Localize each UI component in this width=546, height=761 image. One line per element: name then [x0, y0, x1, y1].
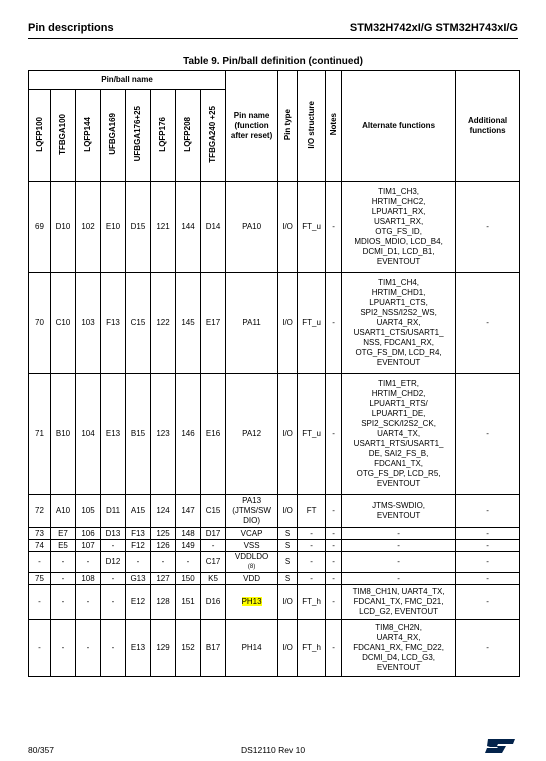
additional-functions-cell: -: [456, 573, 520, 585]
additional-functions-cell: -: [456, 528, 520, 540]
package-pin-cell: -: [101, 585, 126, 620]
additional-functions-cell: -: [456, 540, 520, 552]
package-pin-cell: D15: [126, 182, 151, 273]
table-row: [29, 552, 520, 573]
header-package: TFBGA240 +25: [201, 90, 226, 182]
header-package: LQFP144: [76, 90, 101, 182]
header-package: TFBGA100: [51, 90, 76, 182]
package-pin-cell: E7: [51, 528, 76, 540]
pin-name-cell: PA13 (JTMS/SW DIO): [226, 495, 278, 528]
pin-name-cell: PH14: [226, 620, 278, 677]
package-pin-cell: 129: [151, 620, 176, 677]
pin-name-cell: PH13: [226, 585, 278, 620]
alternate-functions-cell: TIM1_ETR, HRTIM_CHD2, LPUART1_RTS/ LPUART1_DE, SPI2_SCK/I2S2_CK, UART4_TX, USART1_RTS/USART1_ DE, SAI2_FS_B, FDCAN1_TX, OTG_FS_DP, LCD_R5, EVENTOUT: [342, 374, 456, 495]
pin-type-cell: I/O: [278, 620, 298, 677]
table-row: [29, 273, 520, 374]
pin-name-cell: VDD: [226, 573, 278, 585]
package-pin-cell: -: [101, 573, 126, 585]
package-pin-cell: -: [76, 620, 101, 677]
package-pin-cell: E12: [126, 585, 151, 620]
package-pin-cell: F13: [101, 273, 126, 374]
pin-name-cell: VDDLDO (8): [226, 552, 278, 573]
package-pin-cell: 124: [151, 495, 176, 528]
header-alternate-functions: Alternate functions: [342, 71, 456, 182]
additional-functions-cell: -: [456, 552, 520, 573]
notes-cell: -: [326, 528, 342, 540]
package-pin-cell: D12: [101, 552, 126, 573]
pin-type-cell: I/O: [278, 495, 298, 528]
package-pin-cell: 104: [76, 374, 101, 495]
package-pin-cell: -: [29, 620, 51, 677]
additional-functions-cell: -: [456, 182, 520, 273]
package-pin-cell: C17: [201, 552, 226, 573]
package-pin-cell: 125: [151, 528, 176, 540]
pin-type-cell: S: [278, 573, 298, 585]
package-pin-cell: -: [29, 585, 51, 620]
io-structure-cell: FT_u: [298, 374, 326, 495]
package-pin-cell: -: [51, 620, 76, 677]
package-pin-cell: K5: [201, 573, 226, 585]
table-row: [29, 528, 520, 540]
table-row: [29, 374, 520, 495]
package-pin-cell: E13: [126, 620, 151, 677]
header-io-structure: I/O structure: [298, 71, 326, 182]
package-pin-cell: 70: [29, 273, 51, 374]
package-pin-cell: 123: [151, 374, 176, 495]
package-pin-cell: B15: [126, 374, 151, 495]
header-package: UFBGA176+25: [126, 90, 151, 182]
package-pin-cell: -: [201, 540, 226, 552]
alternate-functions-cell: -: [342, 573, 456, 585]
package-pin-cell: 128: [151, 585, 176, 620]
package-pin-cell: 145: [176, 273, 201, 374]
pin-name-cell: PA11: [226, 273, 278, 374]
package-pin-cell: B10: [51, 374, 76, 495]
package-pin-cell: D17: [201, 528, 226, 540]
header-notes: Notes: [326, 71, 342, 182]
header-rule: [28, 38, 518, 39]
io-structure-cell: -: [298, 528, 326, 540]
alternate-functions-cell: JTMS-SWDIO, EVENTOUT: [342, 495, 456, 528]
notes-cell: -: [326, 552, 342, 573]
package-pin-cell: -: [126, 552, 151, 573]
pin-name-cell: PA10: [226, 182, 278, 273]
package-pin-cell: 103: [76, 273, 101, 374]
package-pin-cell: C10: [51, 273, 76, 374]
notes-cell: -: [326, 374, 342, 495]
pin-definition-table: [28, 70, 520, 677]
io-structure-cell: FT_u: [298, 182, 326, 273]
notes-cell: -: [326, 495, 342, 528]
package-pin-cell: 71: [29, 374, 51, 495]
package-pin-cell: E10: [101, 182, 126, 273]
package-pin-cell: B17: [201, 620, 226, 677]
package-pin-cell: E5: [51, 540, 76, 552]
package-pin-cell: -: [51, 552, 76, 573]
header-package: LQFP100: [29, 90, 51, 182]
pin-name-cell: VCAP: [226, 528, 278, 540]
package-pin-cell: -: [76, 585, 101, 620]
pin-type-cell: S: [278, 540, 298, 552]
package-pin-cell: 108: [76, 573, 101, 585]
package-pin-cell: F13: [126, 528, 151, 540]
additional-functions-cell: -: [456, 495, 520, 528]
package-pin-cell: E13: [101, 374, 126, 495]
table-row: [29, 540, 520, 552]
table-row: [29, 573, 520, 585]
table-row: [29, 495, 520, 528]
package-pin-cell: 105: [76, 495, 101, 528]
package-pin-cell: D11: [101, 495, 126, 528]
pin-name-cell: PA12: [226, 374, 278, 495]
package-pin-cell: E17: [201, 273, 226, 374]
package-pin-cell: 152: [176, 620, 201, 677]
package-pin-cell: C15: [126, 273, 151, 374]
package-pin-cell: -: [29, 552, 51, 573]
package-pin-cell: D16: [201, 585, 226, 620]
pin-type-cell: S: [278, 552, 298, 573]
package-pin-cell: 107: [76, 540, 101, 552]
header-pin-name: Pin name (function after reset): [226, 71, 278, 182]
package-pin-cell: -: [151, 552, 176, 573]
additional-functions-cell: -: [456, 585, 520, 620]
package-pin-cell: G13: [126, 573, 151, 585]
package-pin-cell: 144: [176, 182, 201, 273]
alternate-functions-cell: TIM8_CH1N, UART4_TX, FDCAN1_TX, FMC_D21, LCD_G2, EVENTOUT: [342, 585, 456, 620]
pin-type-cell: I/O: [278, 585, 298, 620]
alternate-functions-cell: -: [342, 552, 456, 573]
alternate-functions-cell: -: [342, 528, 456, 540]
io-structure-cell: -: [298, 573, 326, 585]
alternate-functions-cell: TIM1_CH4, HRTIM_CHD1, LPUART1_CTS, SPI2_NSS/I2S2_WS, UART4_RX, USART1_CTS/USART1_ NSS, FDCAN1_RX, OTG_FS_DM, LCD_R4, EVENTOUT: [342, 273, 456, 374]
package-pin-cell: D14: [201, 182, 226, 273]
st-logo: [484, 738, 516, 759]
page-number: 80/357: [28, 745, 54, 755]
pin-type-cell: S: [278, 528, 298, 540]
package-pin-cell: 74: [29, 540, 51, 552]
table-row: [29, 585, 520, 620]
package-pin-cell: 151: [176, 585, 201, 620]
package-pin-cell: C15: [201, 495, 226, 528]
notes-cell: -: [326, 540, 342, 552]
alternate-functions-cell: -: [342, 540, 456, 552]
header-additional-functions: Additional functions: [456, 71, 520, 182]
package-pin-cell: 72: [29, 495, 51, 528]
io-structure-cell: FT_h: [298, 585, 326, 620]
package-pin-cell: 127: [151, 573, 176, 585]
table-row: [29, 182, 520, 273]
pin-type-cell: I/O: [278, 273, 298, 374]
additional-functions-cell: -: [456, 620, 520, 677]
additional-functions-cell: -: [456, 374, 520, 495]
pin-type-cell: I/O: [278, 182, 298, 273]
header-package: LQFP208: [176, 90, 201, 182]
package-pin-cell: E16: [201, 374, 226, 495]
package-pin-cell: 147: [176, 495, 201, 528]
notes-cell: -: [326, 573, 342, 585]
package-pin-cell: 146: [176, 374, 201, 495]
package-pin-cell: 148: [176, 528, 201, 540]
package-pin-cell: 75: [29, 573, 51, 585]
package-pin-cell: A15: [126, 495, 151, 528]
package-pin-cell: -: [51, 585, 76, 620]
additional-functions-cell: -: [456, 273, 520, 374]
package-pin-cell: 122: [151, 273, 176, 374]
group-header-pin-ball-name: Pin/ball name: [29, 71, 226, 90]
pin-name-cell: VSS: [226, 540, 278, 552]
io-structure-cell: -: [298, 540, 326, 552]
notes-cell: -: [326, 273, 342, 374]
io-structure-cell: FT_h: [298, 620, 326, 677]
header-package: LQFP176: [151, 90, 176, 182]
package-pin-cell: -: [51, 573, 76, 585]
table-caption: Table 9. Pin/ball definition (continued): [183, 56, 363, 67]
pin-type-cell: I/O: [278, 374, 298, 495]
package-pin-cell: F12: [126, 540, 151, 552]
package-pin-cell: -: [101, 620, 126, 677]
running-header-section: Pin descriptions: [28, 22, 114, 34]
notes-cell: -: [326, 585, 342, 620]
io-structure-cell: -: [298, 552, 326, 573]
io-structure-cell: FT: [298, 495, 326, 528]
package-pin-cell: 106: [76, 528, 101, 540]
header-pin-type: Pin type: [278, 71, 298, 182]
package-pin-cell: 126: [151, 540, 176, 552]
package-pin-cell: D13: [101, 528, 126, 540]
notes-cell: -: [326, 182, 342, 273]
package-pin-cell: -: [176, 552, 201, 573]
package-pin-cell: 69: [29, 182, 51, 273]
header-package: UFBGA169: [101, 90, 126, 182]
package-pin-cell: 73: [29, 528, 51, 540]
running-header-device: STM32H742xI/G STM32H743xI/G: [349, 22, 518, 34]
package-pin-cell: 102: [76, 182, 101, 273]
alternate-functions-cell: TIM8_CH2N, UART4_RX, FDCAN1_RX, FMC_D22, DCMI_D4, LCD_G3, EVENTOUT: [342, 620, 456, 677]
package-pin-cell: D10: [51, 182, 76, 273]
notes-cell: -: [326, 620, 342, 677]
package-pin-cell: 149: [176, 540, 201, 552]
alternate-functions-cell: TIM1_CH3, HRTIM_CHC2, LPUART1_RX, USART1_RX, OTG_FS_ID, MDIOS_MDIO, LCD_B4, DCMI_D1, LCD_B1, EVENTOUT: [342, 182, 456, 273]
package-pin-cell: 150: [176, 573, 201, 585]
io-structure-cell: FT_u: [298, 273, 326, 374]
package-pin-cell: A10: [51, 495, 76, 528]
package-pin-cell: -: [76, 552, 101, 573]
package-pin-cell: -: [101, 540, 126, 552]
package-pin-cell: 121: [151, 182, 176, 273]
document-revision: DS12110 Rev 10: [240, 745, 306, 755]
table-row: [29, 620, 520, 677]
